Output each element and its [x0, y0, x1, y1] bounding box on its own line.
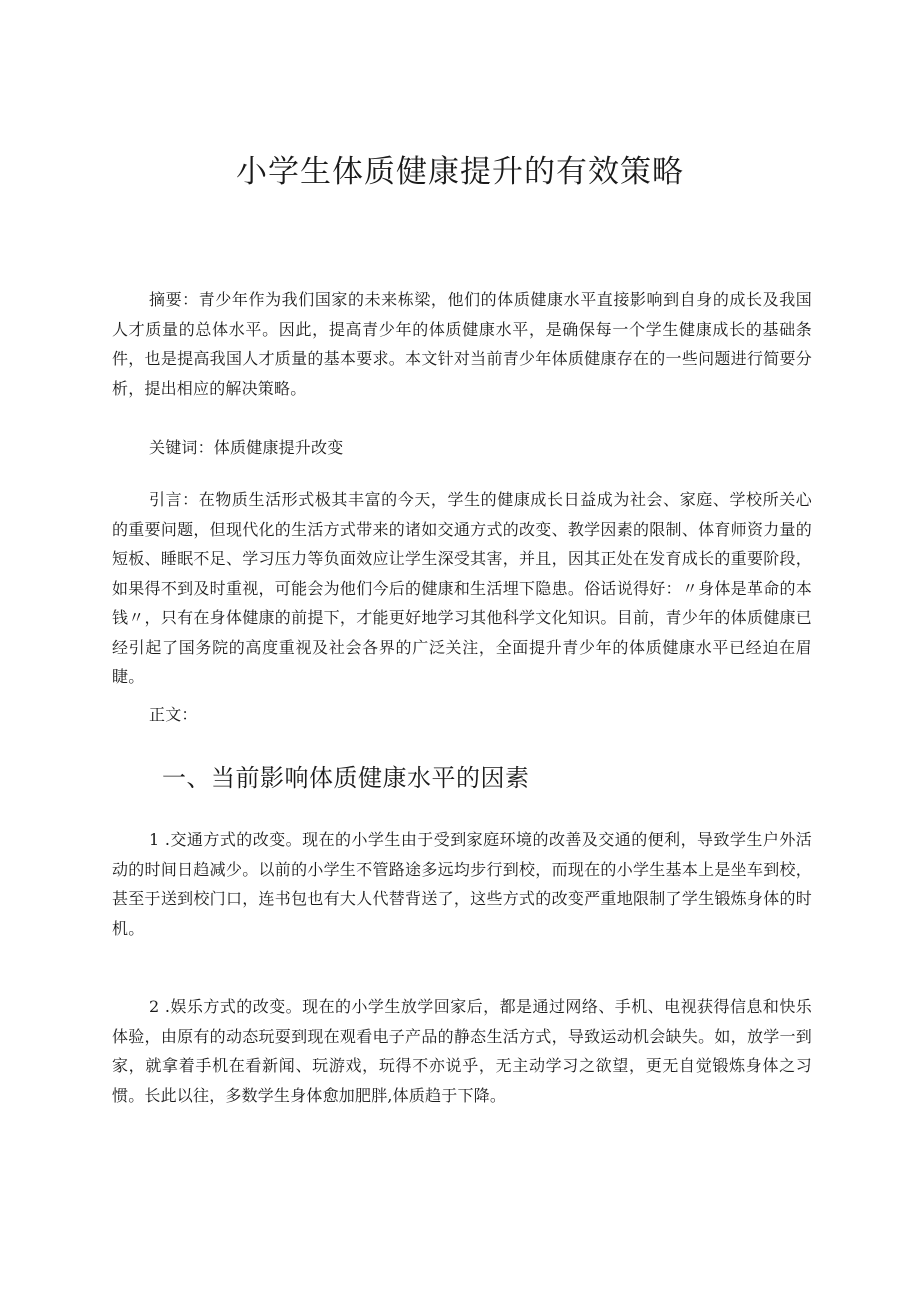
section-heading: 一、当前影响体质健康水平的因素	[162, 764, 530, 792]
list-item: 1 .交通方式的改变。现在的小学生由于受到家庭环境的改善及交通的便利，导致学生户外活动的时间日趋减少。以前的小学生不管路途多远均步行到校，而现在的小学生基本上是坐车到校，甚至于送到校门口，连书包也有大人代替背送了，这些方式的改变严重地限制了学生锻炼身体的时机。	[112, 830, 812, 938]
list-item: 2 .娱乐方式的改变。现在的小学生放学回家后，都是通过网络、手机、电视获得信息和快乐体验，由原有的动态玩耍到现在观看电子产品的静态生活方式，导致运动机会缺失。如，放学一到家，就拿着手机在看新闻、玩游戏，玩得不亦说乎，无主动学习之欲望，更无自觉锻炼身体之习惯。长此以往，多数学生身体愈加肥胖,体质趋于下降。	[112, 997, 812, 1105]
introduction-paragraph: 引言：在物质生活形式极其丰富的今天，学生的健康成长日益成为社会、家庭、学校所关心的重要问题，但现代化的生活方式带来的诸如交通方式的改变、教学因素的限制、体育师资力量的短板、睡眠不足、学习压力等负面效应让学生深受其害，并且，因其正处在发育成长的重要阶段，如果得不到及时重视，可能会为他们今后的健康和生活埋下隐患。俗话说得好：〃身体是革命的本钱〃，只有在身体健康的前提下，才能更好地学习其他科学文化知识。目前，青少年的体质健康已经引起了国务院的高度重视及社会各界的广泛关注，全面提升青少年的体质健康水平已经迫在眉睫。	[112, 490, 812, 686]
body-label: 正文：	[149, 705, 198, 724]
document-title: 小学生体质健康提升的有效策略	[236, 154, 684, 190]
keywords-paragraph: 关键词：体质健康提升改变	[149, 438, 344, 457]
abstract-paragraph: 摘要：青少年作为我们国家的未来栋梁，他们的体质健康水平直接影响到自身的成长及我国人才质量的总体水平。因此，提高青少年的体质健康水平，是确保每一个学生健康成长的基础条件，也是提高我国人才质量的基本要求。本文针对当前青少年体质健康存在的一些问题进行简要分析，提出相应的解决策略。	[112, 290, 812, 398]
